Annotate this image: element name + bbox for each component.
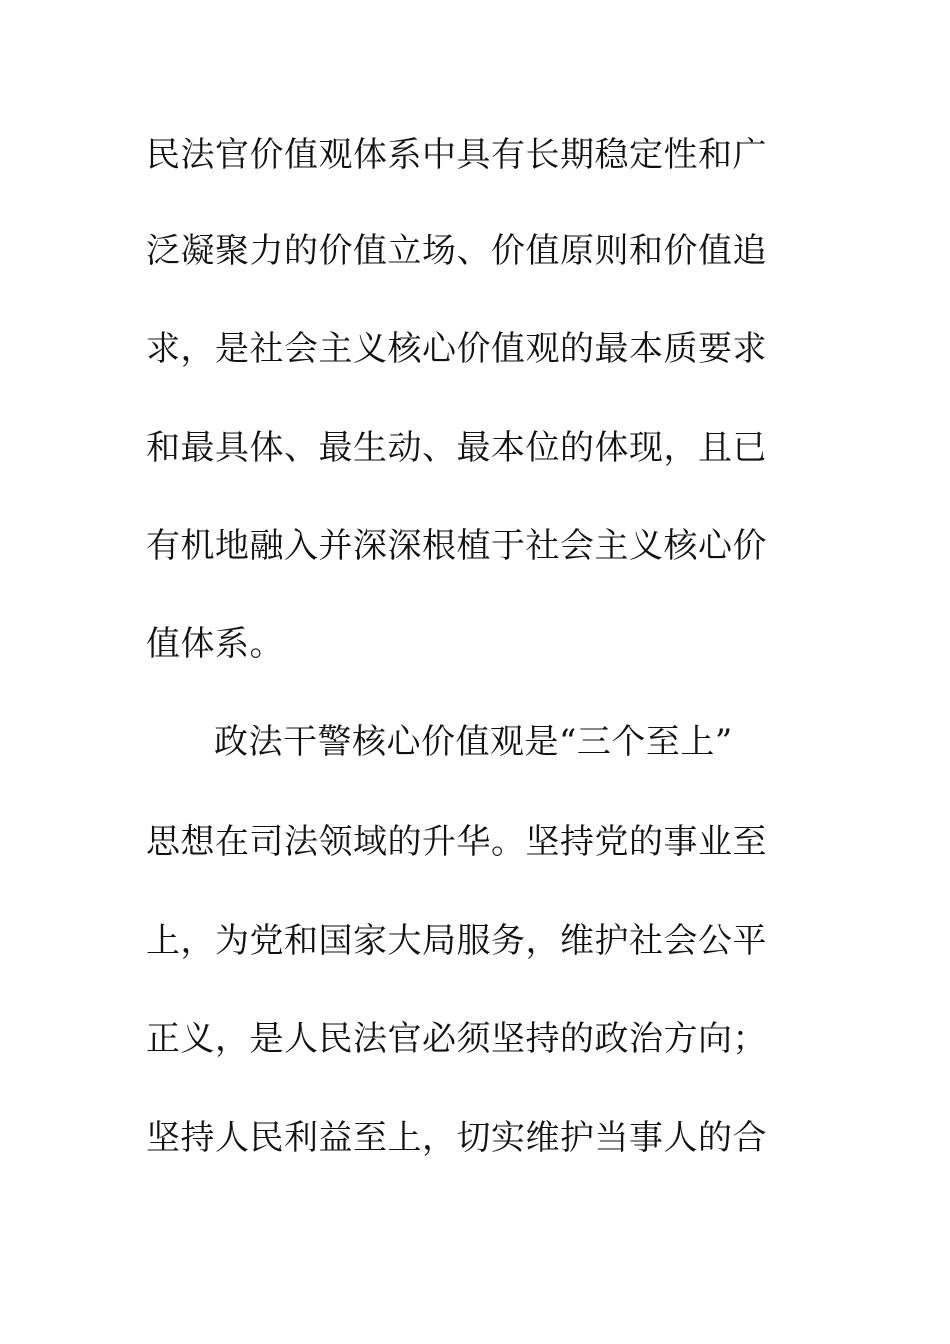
text-line: 有机地融入并深深根植于社会主义核心价	[146, 526, 767, 566]
text-line: 上，为党和国家大局服务，维护社会公平	[146, 921, 767, 961]
paragraph-first-line: 政法干警核心价值观是“三个至上”	[214, 722, 733, 762]
text-line: 泛凝聚力的价值立场、价值原则和价值追	[146, 231, 767, 271]
text-line: 和最具体、最生动、最本位的体现，且已	[146, 428, 767, 468]
text-line: 求，是社会主义核心价值观的最本质要求	[146, 329, 767, 369]
text-line: 坚持人民利益至上，切实维护当事人的合	[146, 1118, 767, 1158]
text-line: 民法官价值观体系中具有长期稳定性和广	[146, 135, 767, 175]
text-line: 正义，是人民法官必须坚持的政治方向；	[146, 1019, 767, 1059]
text-line: 值体系。	[146, 624, 284, 664]
text-line: 思想在司法领域的升华。坚持党的事业至	[146, 822, 767, 862]
